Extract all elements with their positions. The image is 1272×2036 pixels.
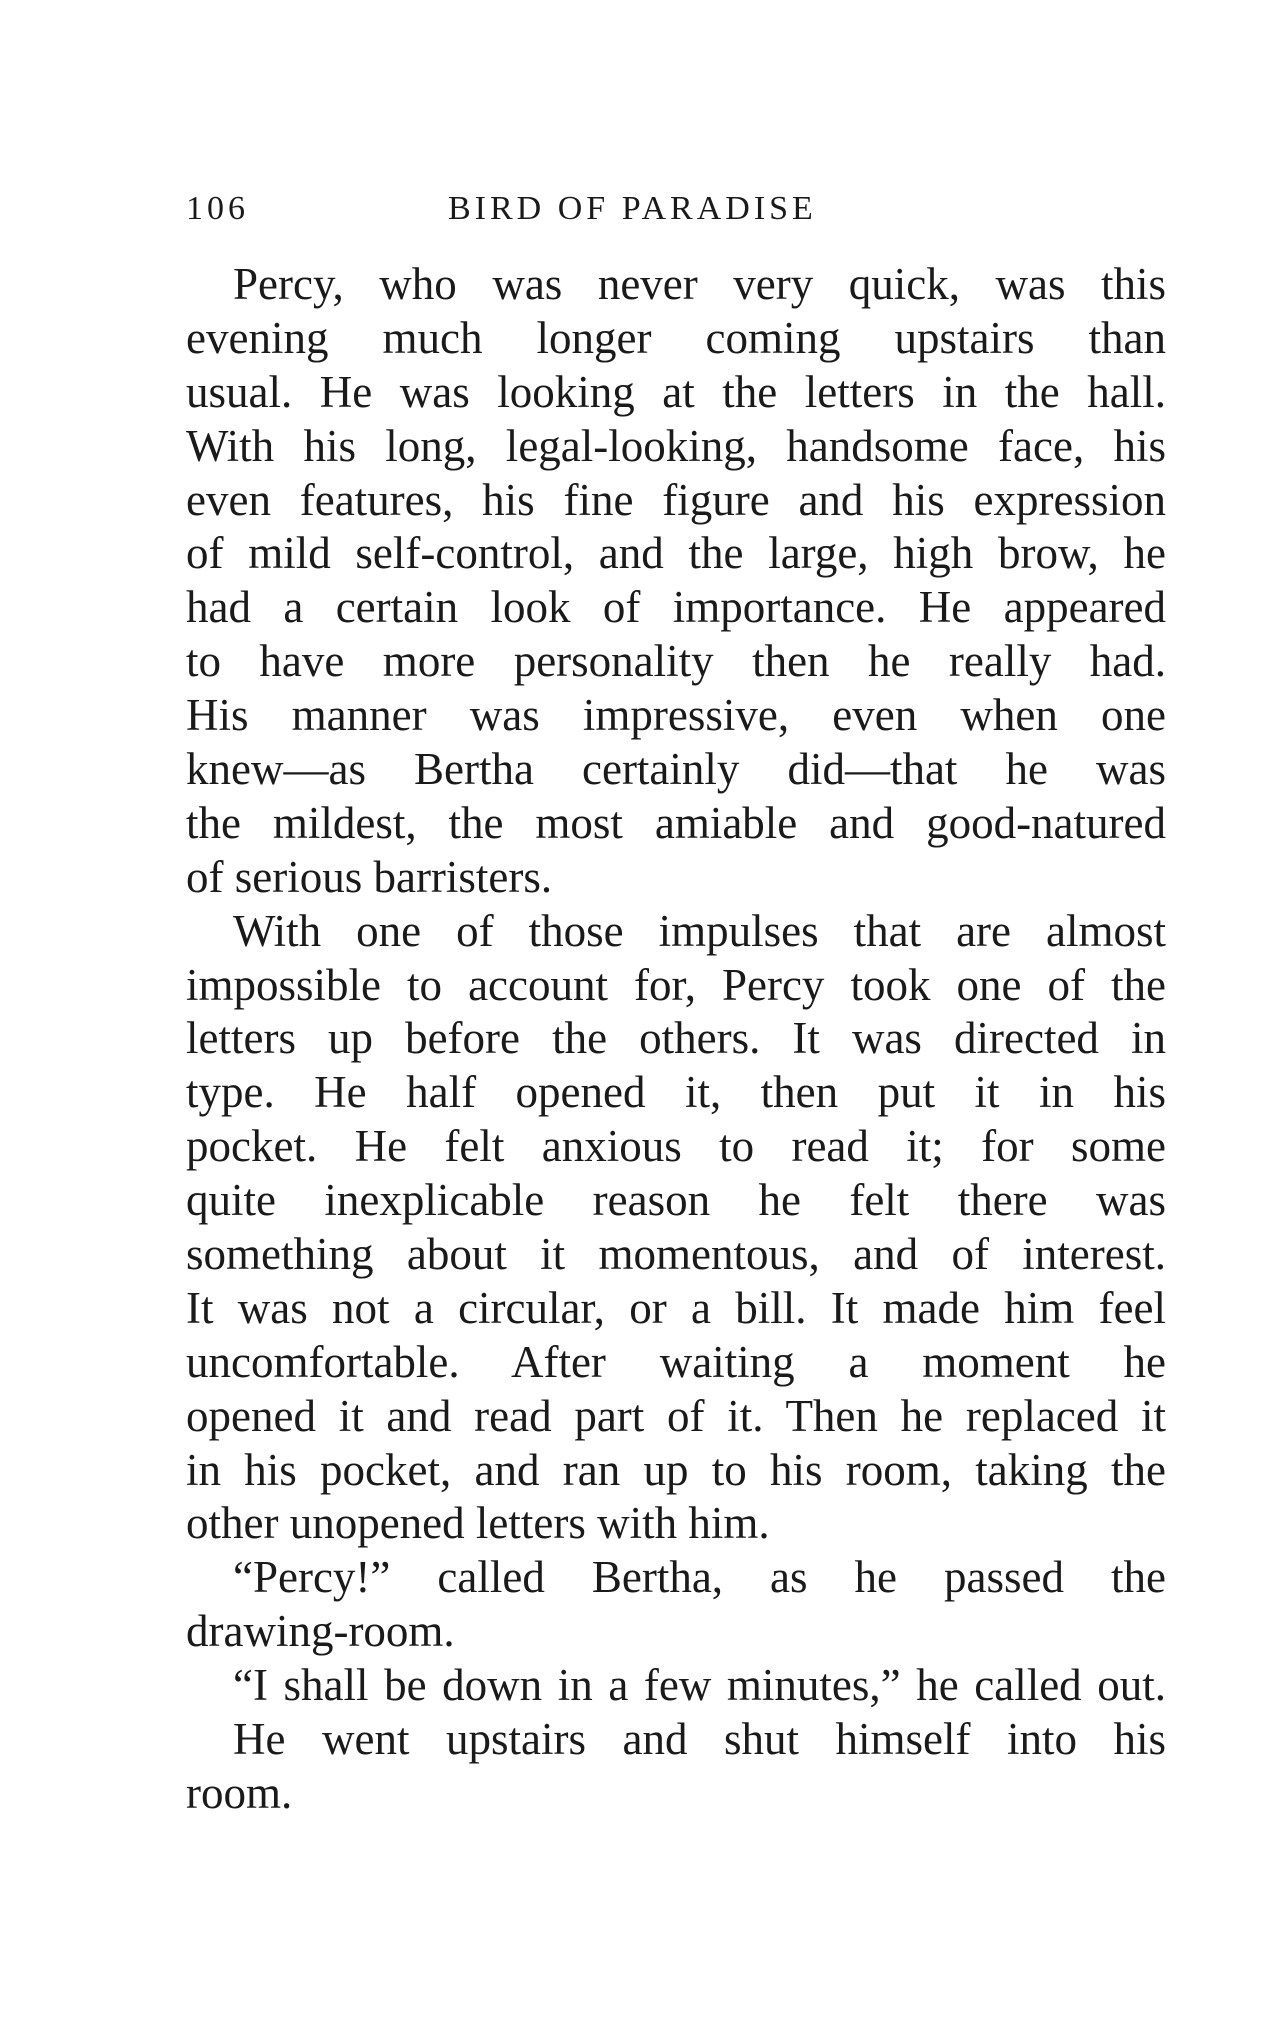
text-line: quite inexplicable reason he felt there was [186,1175,1166,1226]
text-line: evening much longer coming upstairs than [186,312,1166,363]
text-line: type. He half opened it, then put it in his [186,1067,1166,1118]
text-line: something about it momentous, and of interest. [186,1229,1166,1280]
text-line: uncomfortable. After waiting a moment he [186,1336,1166,1387]
text-line: other unopened letters with him. [186,1498,770,1549]
text-line: Percy, who was never very quick, was this [233,259,1166,309]
page-header [186,190,1158,240]
text-line: in his pocket, and ran up to his room, taking the [186,1444,1166,1495]
text-line: It was not a circular, or a bill. It made him feel [186,1282,1166,1333]
text-line: even features, his fine figure and his expression [186,474,1166,525]
text-line: drawing-room. [186,1606,455,1657]
text-line: impossible to account for, Percy took one of the [186,959,1166,1010]
text-line: “Percy!” called Bertha, as he passed the [233,1552,1166,1603]
text-line: He went upstairs and shut himself into his [233,1714,1166,1765]
text-line: With his long, legal-looking, handsome face, his [186,420,1166,471]
text-line: the mildest, the most amiable and good-natured [186,797,1166,848]
text-line: His manner was impressive, even when one [186,690,1166,741]
text-line: “I shall be down in a few minutes,” he called out. [233,1660,1166,1711]
text-line: With one of those impulses that are almost [233,905,1166,956]
text-line: usual. He was looking at the letters in the hall. [186,366,1166,417]
text-line: opened it and read part of it. Then he replaced it [186,1390,1166,1441]
text-line: room. [186,1767,293,1818]
text-line: to have more personality then he really had. [186,636,1166,687]
text-line: had a certain look of importance. He appeared [186,582,1166,633]
text-line: of mild self-control, and the large, high brow, he [186,528,1166,579]
text-line: pocket. He felt anxious to read it; for some [186,1121,1166,1172]
text-line: of serious barristers. [186,851,553,902]
page-number: 106 [186,190,249,227]
body-text [186,258,1166,1821]
text-line: knew—as Bertha certainly did—that he was [186,744,1166,795]
running-title: BIRD OF PARADISE [448,190,817,227]
text-line: letters up before the others. It was directed in [186,1013,1166,1064]
